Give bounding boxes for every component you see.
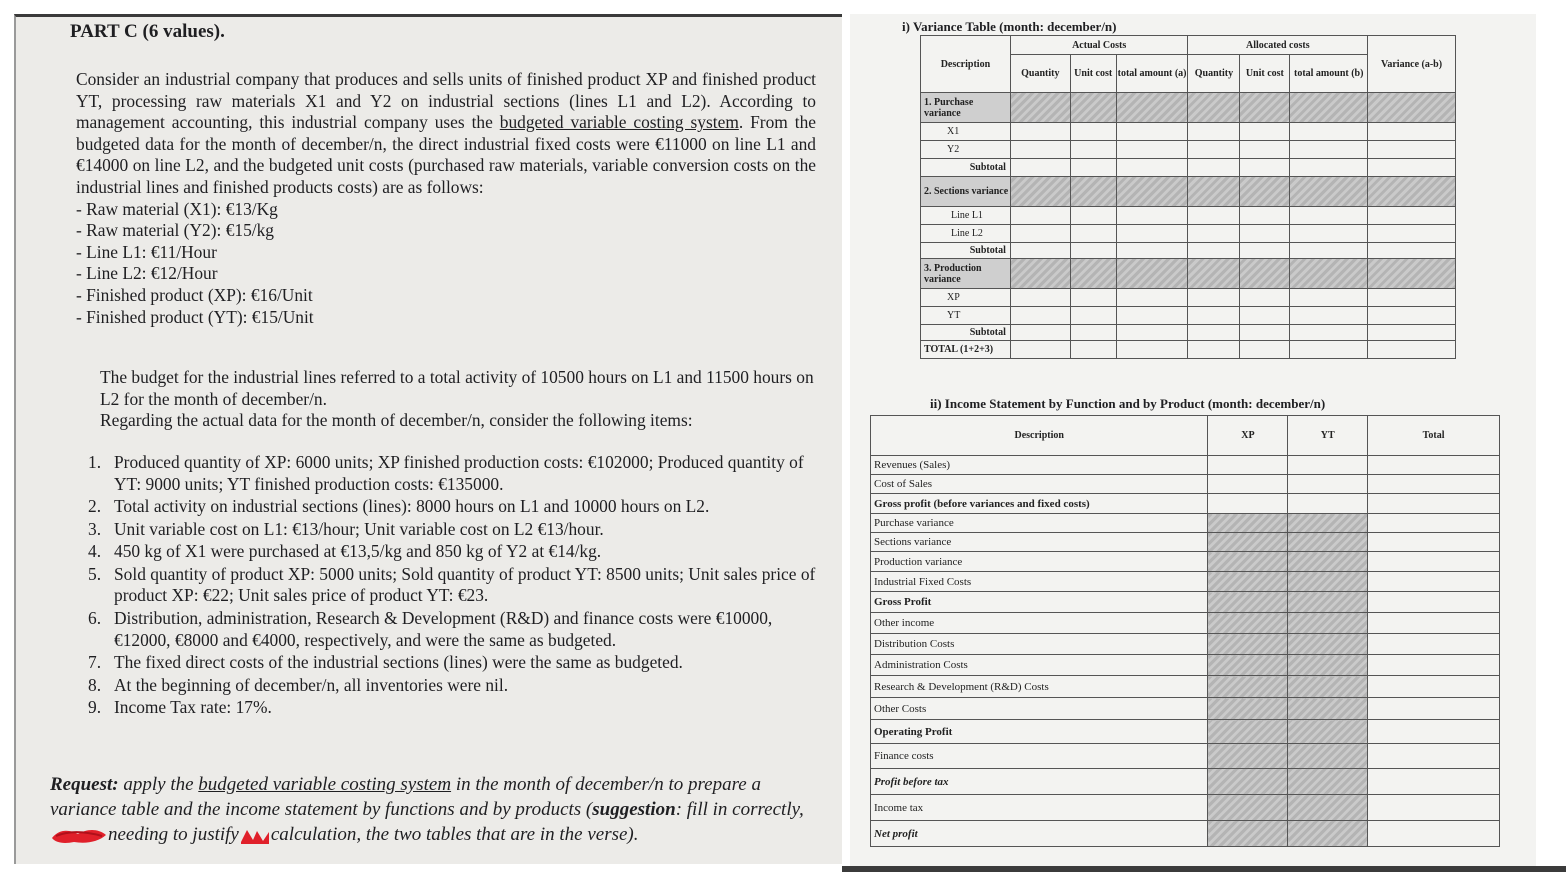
cell-total [1368, 514, 1500, 533]
row-y2: Y2 [921, 141, 1011, 159]
table-row [871, 514, 1500, 533]
intro-paragraph [76, 69, 816, 199]
table-row [871, 676, 1500, 698]
col-quantity-allocated: Quantity [1188, 55, 1240, 93]
income-statement-table [870, 415, 1500, 847]
row-label: Industrial Fixed Costs [871, 572, 1208, 592]
cell-yt [1288, 634, 1368, 655]
request-paragraph [50, 772, 830, 847]
row-subtotal: Subtotal [921, 159, 1011, 177]
item-number: 7. [88, 652, 102, 673]
item-number: 8. [88, 674, 102, 695]
cell-xp [1208, 821, 1288, 847]
item-number: 6. [88, 607, 102, 628]
cell-yt [1288, 533, 1368, 552]
cell-total [1368, 698, 1500, 720]
intro-underlined-term: budgeted variable costing system [499, 112, 739, 133]
table-row [871, 475, 1500, 494]
table-row [921, 341, 1456, 359]
cost-item: - Line L2: €12/Hour [76, 263, 218, 284]
table-row [921, 289, 1456, 307]
table-row [871, 533, 1500, 552]
col-quantity-actual: Quantity [1010, 55, 1070, 93]
row-label: Gross profit (before variances and fixed costs) [871, 494, 1208, 514]
cell-total [1368, 769, 1500, 795]
item-number: 2. [88, 496, 102, 517]
cell-total [1368, 533, 1500, 552]
table-row [921, 159, 1456, 177]
budget-paragraph [100, 367, 820, 432]
col-variance: Variance (a-b) [1368, 36, 1456, 93]
col-total-b: total amount (b) [1290, 55, 1368, 93]
request-text: : fill in correctly, [675, 799, 804, 820]
table-row [871, 698, 1500, 720]
list-item [70, 675, 830, 697]
income-statement-body [871, 456, 1500, 847]
cell-yt [1288, 456, 1368, 475]
item-text: Distribution, administration, Research & Development (R&D) and finance costs were €10000, €12000, €8000 and €4000, respectively, and were the same as budgeted. [114, 607, 773, 650]
cell-yt [1288, 552, 1368, 572]
row-sections-variance: 2. Sections variance [921, 177, 1011, 207]
left-page [14, 14, 842, 864]
cell-yt [1288, 769, 1368, 795]
table-row [871, 821, 1500, 847]
cell-xp [1208, 698, 1288, 720]
table-row [871, 634, 1500, 655]
row-line-l2: Line L2 [921, 225, 1011, 243]
table-row [921, 93, 1456, 123]
cell-yt [1288, 821, 1368, 847]
list-item [70, 541, 830, 563]
row-label: Other income [871, 613, 1208, 634]
list-item [70, 519, 830, 541]
page-bottom-edge [842, 866, 1566, 872]
cost-item: - Finished product (XP): €16/Unit [76, 284, 313, 305]
row-xp: XP [921, 289, 1011, 307]
cell-xp [1208, 613, 1288, 634]
col-description: Description [871, 416, 1208, 456]
row-label: Research & Development (R&D) Costs [871, 676, 1208, 698]
row-subtotal: Subtotal [921, 325, 1011, 341]
item-text: Sold quantity of product XP: 5000 units; Sold quantity of product YT: 8500 units; Unit sales price of product XP: €22; Unit sales price of product YT: €23. [114, 563, 816, 606]
col-description: Description [921, 36, 1011, 93]
cell-xp [1208, 514, 1288, 533]
col-yt: YT [1288, 416, 1368, 456]
cell-xp [1208, 592, 1288, 613]
table-row [921, 177, 1456, 207]
cell-xp [1208, 655, 1288, 676]
cell-yt [1288, 720, 1368, 744]
budget-text: The budget for the industrial lines referred to a total activity of 10500 hours on L1 and 11500 hours on L2 for the month of december/n. [100, 367, 814, 409]
row-production-variance: 3. Production variance [921, 259, 1011, 289]
list-item [70, 608, 830, 652]
cell-total [1368, 552, 1500, 572]
item-number: 3. [88, 518, 102, 539]
cell-xp [1208, 676, 1288, 698]
table-row [871, 572, 1500, 592]
table-row [871, 613, 1500, 634]
list-item [70, 697, 830, 719]
row-label: Gross Profit [871, 592, 1208, 613]
request-text: calculation, the two tables that are in the verse). [270, 824, 639, 845]
row-purchase-variance: 1. Purchase variance [921, 93, 1011, 123]
request-text: needing to justify [108, 824, 239, 845]
table-row [871, 769, 1500, 795]
item-text: 450 kg of X1 were purchased at €13,5/kg and 850 kg of Y2 at €14/kg. [114, 541, 602, 562]
row-label: Finance costs [871, 744, 1208, 769]
cell-yt [1288, 795, 1368, 821]
list-item [70, 652, 830, 674]
group-actual-costs: Actual Costs [1010, 36, 1188, 55]
row-subtotal: Subtotal [921, 243, 1011, 259]
intro-text: Consider an industrial company that produces and sells units of finished product XP and finished product YT, processing raw materials X1 and Y2 on industrial sections (lines L1 and L2). According to management accounting, this industrial company uses the [76, 69, 816, 133]
row-label: Cost of Sales [871, 475, 1208, 494]
cell-xp [1208, 494, 1288, 514]
item-number: 9. [88, 696, 102, 717]
cell-yt [1288, 494, 1368, 514]
variance-table [920, 35, 1456, 359]
table-row [921, 141, 1456, 159]
list-item [70, 496, 830, 518]
actual-data-intro: Regarding the actual data for the month of december/n, consider the following items: [100, 410, 693, 431]
cell-xp [1208, 634, 1288, 655]
group-allocated-costs: Allocated costs [1188, 36, 1368, 55]
item-text: Total activity on industrial sections (lines): 8000 hours on L1 and 10000 hours on L2. [114, 496, 710, 517]
cost-item: - Line L1: €11/Hour [76, 241, 217, 262]
table-row [871, 552, 1500, 572]
row-yt: YT [921, 307, 1011, 325]
row-label: Sections variance [871, 533, 1208, 552]
cell-total [1368, 456, 1500, 475]
cell-total [1368, 655, 1500, 676]
list-item [70, 564, 830, 608]
income-statement-title: ii) Income Statement by Function and by Product (month: december/n) [930, 396, 1326, 411]
cell-total [1368, 613, 1500, 634]
suggestion-label: suggestion [592, 799, 676, 820]
col-xp: XP [1208, 416, 1288, 456]
table-row [871, 592, 1500, 613]
row-label: Revenues (Sales) [871, 456, 1208, 475]
table-row [871, 744, 1500, 769]
cost-item: - Finished product (YT): €15/Unit [76, 306, 314, 327]
table-row [871, 494, 1500, 514]
item-number: 5. [88, 563, 102, 584]
table-row [871, 720, 1500, 744]
table-row [921, 243, 1456, 259]
cell-yt [1288, 475, 1368, 494]
item-number: 4. [88, 541, 102, 562]
item-text: Unit variable cost on L1: €13/hour; Unit variable cost on L2 €13/hour. [114, 518, 604, 539]
table-row [871, 655, 1500, 676]
cell-xp [1208, 456, 1288, 475]
cell-xp [1208, 572, 1288, 592]
col-total: Total [1368, 416, 1500, 456]
cell-yt [1288, 613, 1368, 634]
row-label: Profit before tax [871, 769, 1208, 795]
row-label: Net profit [871, 821, 1208, 847]
cell-xp [1208, 720, 1288, 744]
table-row [921, 259, 1456, 289]
cell-total [1368, 821, 1500, 847]
table-row [921, 207, 1456, 225]
item-number: 1. [88, 452, 102, 472]
intro-text-end: . From the budgeted data for the month of december/n, the direct industrial fixed costs were €11000 on line L1 and €14000 on line L2, and the budgeted unit costs (purchased raw materials, variable conversion costs on the industrial lines and finished products costs) are as follows: [76, 112, 816, 197]
cell-xp [1208, 744, 1288, 769]
row-label: Production variance [871, 552, 1208, 572]
cost-item: - Raw material (X1): €13/Kg [76, 198, 278, 219]
cell-yt [1288, 676, 1368, 698]
row-line-l1: Line L1 [921, 207, 1011, 225]
cell-total [1368, 572, 1500, 592]
cell-total [1368, 494, 1500, 514]
table-row [921, 307, 1456, 325]
red-scribble-icon [50, 826, 108, 846]
table-row [871, 456, 1500, 475]
cell-total [1368, 676, 1500, 698]
cell-total [1368, 795, 1500, 821]
row-label: Operating Profit [871, 720, 1208, 744]
request-label: Request: [50, 774, 119, 795]
item-text: Produced quantity of XP: 6000 units; XP finished production costs: €102000; Produced quantity of YT: 9000 units; YT finished production costs: €135000. [114, 452, 804, 494]
actual-data-list [70, 452, 830, 719]
right-page [850, 14, 1536, 866]
cell-xp [1208, 552, 1288, 572]
table-row [921, 325, 1456, 341]
cell-total [1368, 592, 1500, 613]
cell-yt [1288, 698, 1368, 720]
cell-yt [1288, 592, 1368, 613]
col-total-a: total amount (a) [1116, 55, 1188, 93]
col-unit-cost-actual: Unit cost [1070, 55, 1116, 93]
cell-total [1368, 634, 1500, 655]
item-text: The fixed direct costs of the industrial sections (lines) were the same as budgeted. [114, 652, 683, 673]
cell-yt [1288, 514, 1368, 533]
row-label: Administration Costs [871, 655, 1208, 676]
request-underlined-term: budgeted variable costing system [198, 774, 452, 795]
row-x1: X1 [921, 123, 1011, 141]
cell-yt [1288, 655, 1368, 676]
red-scribble-icon [239, 826, 271, 846]
row-label: Other Costs [871, 698, 1208, 720]
row-label: Income tax [871, 795, 1208, 821]
request-text: apply the [118, 774, 199, 795]
row-label: Purchase variance [871, 514, 1208, 533]
list-item [70, 452, 830, 496]
cell-total [1368, 720, 1500, 744]
problem-intro [76, 69, 816, 328]
table-row [871, 795, 1500, 821]
budget-cost-list [76, 199, 816, 329]
part-title: PART C (6 values). [70, 21, 225, 42]
cell-xp [1208, 795, 1288, 821]
row-total: TOTAL (1+2+3) [921, 341, 1011, 359]
row-label: Distribution Costs [871, 634, 1208, 655]
cell-xp [1208, 769, 1288, 795]
cost-item: - Raw material (Y2): €15/kg [76, 220, 275, 241]
item-text: At the beginning of december/n, all inventories were nil. [114, 674, 509, 695]
cell-yt [1288, 744, 1368, 769]
request-text: in the month of december/n to prepare a variance table and the income statement by functions and by products ( [50, 774, 761, 820]
table-row [921, 225, 1456, 243]
cell-yt [1288, 572, 1368, 592]
col-unit-cost-allocated: Unit cost [1240, 55, 1290, 93]
cell-total [1368, 744, 1500, 769]
cell-total [1368, 475, 1500, 494]
cell-xp [1208, 475, 1288, 494]
table-row [921, 123, 1456, 141]
cell-xp [1208, 533, 1288, 552]
variance-table-title: i) Variance Table (month: december/n) [902, 19, 1117, 34]
item-text: Income Tax rate: 17%. [114, 696, 272, 717]
